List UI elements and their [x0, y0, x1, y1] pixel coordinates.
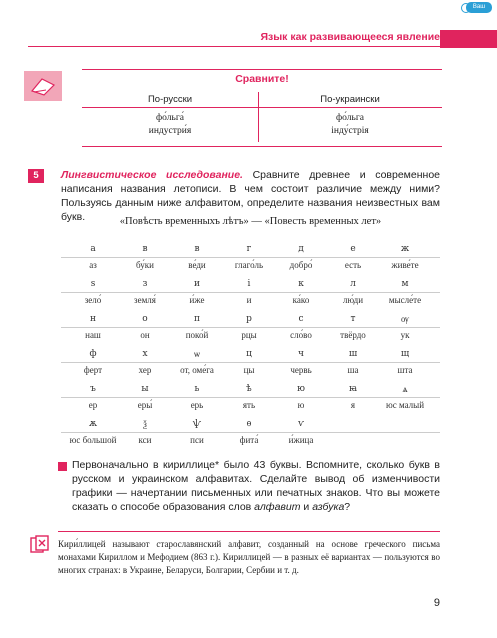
compare-bottom-rule: [82, 146, 442, 147]
alphabet-letter-name: живе́те: [391, 260, 419, 270]
alphabet-letter: т: [350, 314, 356, 324]
exercise-number-badge: 5: [28, 169, 44, 183]
alphabet-letter-name: ка́ко: [292, 295, 310, 305]
alphabet-letter-name: от, оме́га: [180, 365, 214, 375]
alphabet-letter-name: цы: [243, 365, 255, 375]
alphabet-letter: г: [246, 244, 252, 254]
compare-uk-word: фо́льга: [336, 113, 364, 123]
alphabet-row-rule: [61, 327, 440, 328]
footnote-icon: [30, 535, 50, 555]
alphabet-letter: п: [194, 314, 200, 324]
alphabet-letter-name: ерь: [190, 400, 204, 410]
alphabet-letter: с: [298, 314, 304, 324]
alphabet-letter: ш: [348, 349, 358, 359]
alphabet-letter: ж: [400, 244, 410, 254]
question-end: ?: [344, 501, 351, 513]
alphabet-letter: ѕ: [90, 279, 96, 289]
alphabet-letter: а: [90, 244, 96, 254]
alphabet-row-rule: [61, 362, 440, 363]
compare-col-ru: По-русски: [147, 94, 193, 105]
alphabet-letter: н: [90, 314, 96, 324]
running-header-title: Язык как развивающееся явление: [260, 31, 440, 43]
alphabet-letter: х: [142, 349, 148, 359]
alphabet-letter: ч: [298, 349, 304, 359]
alphabet-letter-name: поко́й: [185, 330, 209, 340]
alphabet-letter: ѳ: [246, 419, 252, 429]
compare-header-rule: [82, 107, 442, 108]
alphabet-letter-name: ук: [400, 330, 410, 340]
alphabet-letter: ы: [141, 384, 149, 394]
page-number: 9: [433, 597, 440, 609]
alphabet-letter-name: рцы: [241, 330, 257, 340]
alphabet-letter-name: и́жица: [288, 435, 314, 445]
alphabet-letter-name: ша: [347, 365, 359, 375]
alphabet-letter: ф: [89, 349, 97, 359]
alphabet-letter-name: он: [140, 330, 150, 340]
compare-divider: [258, 92, 259, 142]
alphabet-letter: ц: [246, 349, 252, 359]
footnote-rule: [58, 531, 440, 532]
alphabet-letter: ѡ: [194, 350, 200, 360]
compare-col-uk: По-украински: [320, 94, 380, 105]
alphabet-letter-name: хер: [138, 365, 152, 375]
alphabet-letter: ю: [297, 384, 305, 394]
alphabet-letter: л: [350, 279, 356, 289]
alphabet-letter: в: [142, 244, 148, 254]
alphabet-row-rule: [61, 432, 440, 433]
alphabet-letter-name: ять: [242, 400, 256, 410]
alphabet-row-rule: [61, 397, 440, 398]
alphabet-letter-name: земля́: [134, 295, 156, 305]
alphabet-letter: ѧ: [402, 385, 408, 395]
alphabet-letter-name: ю: [297, 400, 305, 410]
alphabet-letter-name: червь: [290, 365, 312, 375]
compare-uk-word: інду́стрія: [331, 126, 369, 136]
alphabet-letter-name: глаго́ль: [234, 260, 264, 270]
alphabet-letter: и: [194, 279, 200, 289]
alphabet-row-rule: [61, 292, 440, 293]
alphabet-letter-name: ер: [88, 400, 98, 410]
alphabet-letter: р: [246, 314, 252, 324]
question-word-alphabet: алфавит: [254, 501, 301, 513]
alphabet-letter-name: мысле́те: [388, 295, 422, 305]
alphabet-letter: ѵ: [297, 419, 305, 429]
alphabet-letter-name: юс малый: [385, 400, 425, 410]
alphabet-letter: ꙗ: [348, 384, 358, 394]
chronicle-title-comparison: «Повѣсть временныхъ лѣтъ» — «Повесть временных лет»: [119, 216, 382, 227]
alphabet-letter-name: аз: [89, 260, 97, 270]
footnote-text: Кири́ллицей называют старославянский алфавит, созданный на основе греческого письма монахами Кириллом и Мефодием (863 г.). Кириллицей — в разных её вариантах — пользуются во многих странах: в Украине, Беларуси, Болгарии, Сербии и т. д.: [58, 539, 440, 575]
alphabet-letter-name: бу́ки: [136, 260, 154, 270]
publisher-logo: Ваш логотип: [466, 2, 492, 13]
alphabet-letter-name: сло́во: [290, 330, 312, 340]
alphabet-letter-name: фита́: [239, 435, 259, 445]
alphabet-letter-name: твёрдо: [340, 330, 366, 340]
compare-ru-word: индустри́я: [148, 126, 192, 136]
compare-title: Сравните!: [235, 73, 289, 85]
header-rule: [28, 46, 440, 47]
question-text: [72, 458, 440, 514]
alphabet-letter-name: пси: [190, 435, 204, 445]
alphabet-letter-name: и́же: [189, 295, 205, 305]
alphabet-letter: е: [350, 244, 356, 254]
alphabet-letter-name: шта: [397, 365, 413, 375]
alphabet-letter: в: [194, 244, 200, 254]
alphabet-row-rule: [61, 257, 440, 258]
alphabet-letter-name: юс большой: [69, 435, 117, 445]
compare-top-rule: [82, 69, 442, 70]
alphabet-letter: з: [142, 279, 148, 289]
alphabet-letter-name: добро́: [289, 260, 313, 270]
alphabet-letter: ѱ: [192, 419, 202, 429]
alphabet-letter: і: [247, 279, 251, 289]
alphabet-letter: ѯ: [143, 420, 147, 430]
alphabet-letter: к: [298, 279, 304, 289]
alphabet-letter: щ: [400, 349, 410, 359]
alphabet-letter-name: еры́: [137, 400, 153, 410]
alphabet-letter: д: [298, 244, 304, 254]
alphabet-letter-name: я: [350, 400, 356, 410]
question-word-azbuka: азбука: [312, 501, 345, 513]
exercise-lead: Лингвистическое исследование.: [61, 169, 243, 181]
alphabet-letter-name: лю́ди: [342, 295, 364, 305]
alphabet-letter-name: наш: [85, 330, 101, 340]
compare-ru-word: фо́льга́: [156, 113, 184, 123]
alphabet-letter-name: есть: [344, 260, 362, 270]
alphabet-letter: ѣ: [246, 384, 252, 394]
alphabet-letter: ѫ: [88, 419, 98, 429]
alphabet-letter: м: [401, 279, 409, 289]
header-tab: [440, 30, 497, 48]
exercise-body: Сравните древнее и современное написания названия летописи. В чем состоит различие между ними? Пользуясь данным ниже алфавитом, определите названия неизвестных вам букв.: [61, 169, 440, 223]
question-marker: [58, 462, 67, 471]
compare-icon: [24, 71, 62, 101]
alphabet-letter-name: и: [246, 295, 252, 305]
alphabet-letter: ъ: [90, 384, 96, 394]
alphabet-letter-name: ферт: [83, 365, 103, 375]
alphabet-letter: о: [142, 314, 148, 324]
alphabet-letter-name: кси: [138, 435, 152, 445]
question-and: и: [300, 501, 313, 513]
alphabet-letter-name: зело́: [84, 295, 102, 305]
alphabet-letter: ь: [194, 384, 200, 394]
alphabet-letter-name: ве́ди: [188, 260, 206, 270]
question-body: Первоначально в кириллице* было 43 буквы. Вспомните, сколько букв в русском и украинском алфавитах. Сделайте вывод об изменчивости графики — начертании письменных или печатных знаков. Что вы можете сказать о способе образования слов: [72, 459, 440, 513]
alphabet-letter: ѹ: [401, 315, 409, 325]
